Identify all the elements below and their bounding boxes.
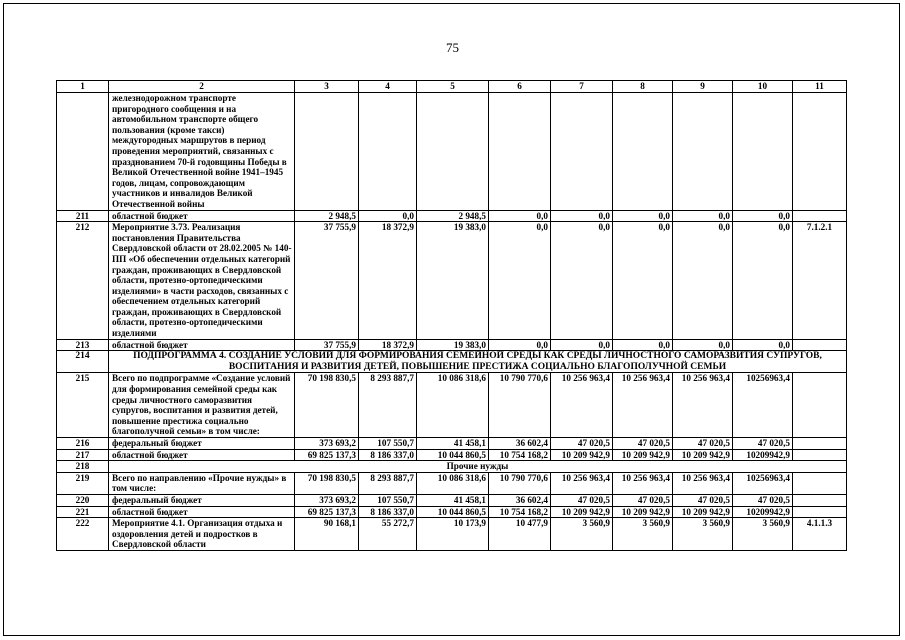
value-cell: 10 754 168,2	[489, 506, 551, 518]
column-number-row	[57, 81, 847, 93]
value-cell: 10 754 168,2	[489, 449, 551, 461]
table-row	[57, 210, 847, 222]
column-header: 8	[613, 81, 673, 93]
value-cell: 8 186 337,0	[359, 449, 417, 461]
column-header: 6	[489, 81, 551, 93]
value-cell: 19 383,0	[417, 222, 489, 340]
item-name-cell: областной бюджет	[109, 506, 295, 518]
table-row	[57, 472, 847, 494]
value-cell: 3 560,9	[613, 518, 673, 551]
column-header: 1	[57, 81, 109, 93]
table-row	[57, 518, 847, 551]
budget-table	[56, 80, 847, 551]
value-cell: 41 458,1	[417, 438, 489, 450]
value-cell	[793, 449, 847, 461]
value-cell	[295, 93, 359, 211]
item-name-cell: Всего по подпрограмме «Создание условий для формирования семейной среды как среды личностного саморазвития супругов, воспитания и развития детей, повышение престижа социально благополучной семьи» в том числе:	[109, 373, 295, 438]
value-cell	[489, 93, 551, 211]
value-cell: 107 550,7	[359, 438, 417, 450]
value-cell: 18 372,9	[359, 222, 417, 340]
value-cell: 8 293 887,7	[359, 472, 417, 494]
value-cell	[793, 339, 847, 351]
value-cell: 0,0	[733, 339, 793, 351]
value-cell: 10 209 942,9	[613, 506, 673, 518]
value-cell: 10 256 963,4	[673, 373, 733, 438]
table-row	[57, 93, 847, 211]
value-cell: 107 550,7	[359, 494, 417, 506]
value-cell: 0,0	[613, 210, 673, 222]
value-cell: 0,0	[673, 339, 733, 351]
value-cell: 10 086 318,6	[417, 472, 489, 494]
value-cell: 47 020,5	[733, 494, 793, 506]
item-name-cell: областной бюджет	[109, 210, 295, 222]
table-row	[57, 506, 847, 518]
value-cell: 47 020,5	[551, 494, 613, 506]
value-cell: 10 477,9	[489, 518, 551, 551]
value-cell: 18 372,9	[359, 339, 417, 351]
value-cell	[793, 373, 847, 438]
value-cell: 0,0	[551, 222, 613, 340]
subprogram-row	[57, 351, 847, 373]
value-cell: 373 693,2	[295, 494, 359, 506]
row-number-cell: 213	[57, 339, 109, 351]
value-cell: 0,0	[733, 210, 793, 222]
value-cell: 10 209 942,9	[551, 449, 613, 461]
value-cell: 8 293 887,7	[359, 373, 417, 438]
value-cell	[793, 494, 847, 506]
value-cell: 36 602,4	[489, 494, 551, 506]
table-row	[57, 449, 847, 461]
value-cell: 10 209 942,9	[613, 449, 673, 461]
value-cell: 0,0	[673, 222, 733, 340]
value-cell: 19 383,0	[417, 339, 489, 351]
row-number-cell: 220	[57, 494, 109, 506]
table-row	[57, 222, 847, 340]
column-header: 11	[793, 81, 847, 93]
column-header: 2	[109, 81, 295, 93]
value-cell: 70 198 830,5	[295, 472, 359, 494]
value-cell: 10 256 963,4	[613, 472, 673, 494]
value-cell	[613, 93, 673, 211]
value-cell: 2 948,5	[417, 210, 489, 222]
direction-row	[57, 461, 847, 473]
value-cell	[793, 210, 847, 222]
value-cell: 10 256 963,4	[551, 472, 613, 494]
value-cell: 10256963,4	[733, 472, 793, 494]
value-cell: 10 086 318,6	[417, 373, 489, 438]
item-name-cell: железнодорожном транспорте пригородного сообщения и на автомобильном транспорте общего пользования (кроме такси) междугородных маршрутов в период проведения мероприятий, связанных с празднованием 70-й годовщины Победы в Великой Отечественной войне 1941–1945 годов, лицам, сопровождающим участников и инвалидов Великой Отечественной войны	[109, 93, 295, 211]
value-cell	[793, 438, 847, 450]
value-cell: 0,0	[613, 222, 673, 340]
value-cell: 10 173,9	[417, 518, 489, 551]
value-cell: 373 693,2	[295, 438, 359, 450]
item-name-cell: Всего по направлению «Прочие нужды» в том числе:	[109, 472, 295, 494]
column-header: 3	[295, 81, 359, 93]
item-name-cell: областной бюджет	[109, 339, 295, 351]
value-cell	[733, 93, 793, 211]
value-cell: 47 020,5	[613, 438, 673, 450]
item-name-cell: Мероприятие 3.73. Реализация постановления Правительства Свердловской области от 28.02.2005 № 140-ПП «Об обеспечении отдельных категорий граждан, проживающих в Свердловской области, протезно-ортопедическими изделиями» в части расходов, связанных с обеспечением отдельных категорий граждан, проживающих в Свердловской области, протезно-ортопедическими изделиями	[109, 222, 295, 340]
value-cell: 10 209 942,9	[551, 506, 613, 518]
value-cell: 8 186 337,0	[359, 506, 417, 518]
column-header: 9	[673, 81, 733, 93]
value-cell: 47 020,5	[733, 438, 793, 450]
value-cell: 0,0	[489, 339, 551, 351]
value-cell	[673, 93, 733, 211]
column-header: 5	[417, 81, 489, 93]
value-cell: 0,0	[359, 210, 417, 222]
value-cell: 70 198 830,5	[295, 373, 359, 438]
row-number-cell: 218	[57, 461, 109, 473]
value-cell	[551, 93, 613, 211]
value-cell: 47 020,5	[673, 438, 733, 450]
column-header: 4	[359, 81, 417, 93]
value-cell: 10 044 860,5	[417, 449, 489, 461]
value-cell	[359, 93, 417, 211]
value-cell: 10209942,9	[733, 449, 793, 461]
value-cell: 47 020,5	[551, 438, 613, 450]
value-cell: 0,0	[733, 222, 793, 340]
value-cell	[793, 472, 847, 494]
row-number-cell: 216	[57, 438, 109, 450]
item-name-cell: областной бюджет	[109, 449, 295, 461]
value-cell: 3 560,9	[551, 518, 613, 551]
value-cell: 0,0	[489, 210, 551, 222]
value-cell: 90 168,1	[295, 518, 359, 551]
row-number-cell: 211	[57, 210, 109, 222]
value-cell: 2 948,5	[295, 210, 359, 222]
value-cell: 69 825 137,3	[295, 506, 359, 518]
value-cell	[417, 93, 489, 211]
column-header: 10	[733, 81, 793, 93]
row-number-cell: 219	[57, 472, 109, 494]
value-cell: 10 209 942,9	[673, 449, 733, 461]
row-number-cell: 222	[57, 518, 109, 551]
item-name-cell: федеральный бюджет	[109, 494, 295, 506]
value-cell: 4.1.1.3	[793, 518, 847, 551]
row-number-cell: 212	[57, 222, 109, 340]
value-cell: 37 755,9	[295, 222, 359, 340]
value-cell: 10 790 770,6	[489, 373, 551, 438]
value-cell: 47 020,5	[613, 494, 673, 506]
value-cell: 36 602,4	[489, 438, 551, 450]
value-cell: 0,0	[673, 210, 733, 222]
value-cell: 55 272,7	[359, 518, 417, 551]
direction-title: Прочие нужды	[109, 461, 847, 473]
row-number-cell	[57, 93, 109, 211]
row-number-cell: 217	[57, 449, 109, 461]
table-row	[57, 339, 847, 351]
value-cell: 10 209 942,9	[673, 506, 733, 518]
row-number-cell: 215	[57, 373, 109, 438]
value-cell: 37 755,9	[295, 339, 359, 351]
column-header: 7	[551, 81, 613, 93]
value-cell: 0,0	[489, 222, 551, 340]
item-name-cell: федеральный бюджет	[109, 438, 295, 450]
value-cell: 41 458,1	[417, 494, 489, 506]
value-cell: 10 044 860,5	[417, 506, 489, 518]
value-cell	[793, 506, 847, 518]
table-row	[57, 373, 847, 438]
value-cell: 10209942,9	[733, 506, 793, 518]
table-row	[57, 438, 847, 450]
value-cell: 69 825 137,3	[295, 449, 359, 461]
value-cell: 10 790 770,6	[489, 472, 551, 494]
value-cell: 3 560,9	[733, 518, 793, 551]
row-number-cell: 221	[57, 506, 109, 518]
value-cell: 3 560,9	[673, 518, 733, 551]
value-cell: 47 020,5	[673, 494, 733, 506]
item-name-cell: Мероприятие 4.1. Организация отдыха и оздоровления детей и подростков в Свердловской области	[109, 518, 295, 551]
value-cell: 0,0	[613, 339, 673, 351]
page-number: 75	[446, 40, 459, 55]
value-cell: 10 256 963,4	[551, 373, 613, 438]
value-cell: 7.1.2.1	[793, 222, 847, 340]
value-cell: 10 256 963,4	[673, 472, 733, 494]
value-cell: 0,0	[551, 339, 613, 351]
subprogram-title: ПОДПРОГРАММА 4. СОЗДАНИЕ УСЛОВИЙ ДЛЯ ФОРМИРОВАНИЯ СЕМЕЙНОЙ СРЕДЫ КАК СРЕДЫ ЛИЧНОСТНОГО САМОРАЗВИТИЯ СУПРУГОВ, ВОСПИТАНИЯ И РАЗВИТИЯ ДЕТЕЙ, ПОВЫШЕНИЕ ПРЕСТИЖА СОЦИАЛЬНО БЛАГОПОЛУЧНОЙ СЕМЬИ	[109, 351, 847, 373]
row-number-cell: 214	[57, 351, 109, 373]
table-body	[57, 93, 847, 551]
value-cell: 0,0	[551, 210, 613, 222]
value-cell: 10 256 963,4	[613, 373, 673, 438]
value-cell: 10256963,4	[733, 373, 793, 438]
value-cell	[793, 93, 847, 211]
table-row	[57, 494, 847, 506]
